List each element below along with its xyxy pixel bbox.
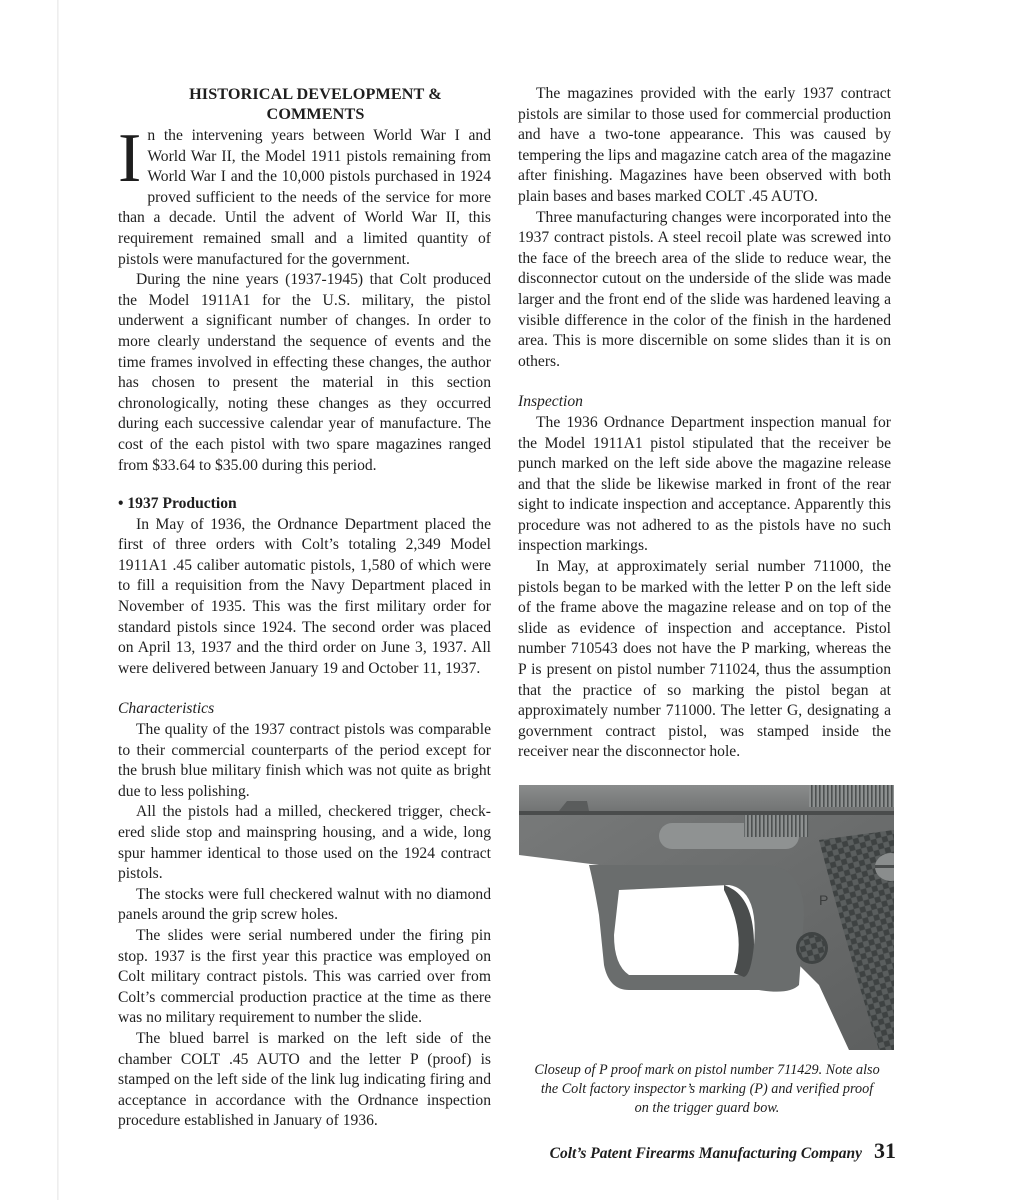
subheading-1937-production: • 1937 Production	[118, 495, 237, 513]
paragraph-may: In May, at approximately serial number 711000, the pistols began to be marked with the letter P on the left side of the frame above the magazine release and on top of the slide as evidence of inspection and acceptance. Pistol number 710543 does not have the P marking, whereas the P is present on pistol number 711024, thus the assumption that the practice of so marking the pistol began at approximately number 711000. The letter G, designating a government contract pistol, was stamped inside the receiver near the disconnector hole.	[518, 558, 891, 761]
svg-text:P: P	[819, 892, 829, 908]
intro-paragraph	[118, 120, 491, 270]
running-title: Colt’s Patent Firearms Manufacturing Company	[549, 1145, 862, 1162]
paragraph-trigger: All the pistols had a milled, checkered trigger, checkered slide stop and mainspring housing, and a wide, long spur hammer identical to those used on the 1924 contract pistols.	[118, 803, 491, 883]
right-column	[518, 84, 891, 763]
paragraph-nine-years: During the nine years (1937-1945) that Colt produced the Model 1911A1 for the U.S. military, the pistol underwent a significant number of changes. In order to more clearly understand the sequence of events and the time frames involved in effecting these changes, the author has chosen to present the material in this section chronologically, noting these changes as they occurred during each successive calendar year of manufacture. The cost of the each pistol with two spare magazines ranged from $33.64 to $35.00 during this period.	[118, 271, 491, 474]
page-gutter-edge	[57, 0, 59, 1200]
page-footer	[550, 1138, 896, 1164]
paragraph-manual: The 1936 Ordnance Department inspection manual for the Model 1911A1 pistol stipulated that the receiver be punch marked on the left side above the magazine release and that the slide be likewise marked in front of the rear sight to indicate inspection and acceptance. Apparently this procedure was not adhered to as the pistols have no such inspection markings.	[518, 413, 891, 555]
pistol-closeup-photo	[519, 785, 894, 1050]
paragraph-production: In May of 1936, the Ordnance Department placed the first of three orders with Colt’s totaling 2,349 Model 1911A1 .45 caliber automatic pistols, 1,580 of which were to fill a requisition from the Navy Department placed in November of 1935. This was the first military order for standard pistols since 1924. The second order was placed on April 13, 1937 and the third order on June 3, 1937. All were delivered between January 19 and October 11, 1937.	[118, 515, 491, 677]
paragraph-changes: Three manufacturing changes were incorporated into the 1937 contract pistols. A steel recoil plate was screwed into the face of the breech area of the slide to reduce wear, the disconnector cutout on the underside of the slide was made larger and the front end of the slide was hardened leaving a visible difference in the color of the finish in the hardened area. This is more discernible on some slides than it is on others.	[518, 208, 891, 370]
photo-caption	[518, 1061, 896, 1118]
left-column	[118, 84, 491, 1132]
intro-text: n the intervening years between World War I and World War II, the Model 1911 pistols remaining from World War I and the 10,000 pistols purchased in 1924 proved sufficient to the needs of the service for more than a decade. Until the advent of World War II, this requirement remained small and a limited quantity of pistols were manufactured for the government.	[118, 127, 491, 268]
subheading-inspection: Inspection	[518, 393, 583, 411]
caption-line-2: the Colt factory inspector’s marking (P) and verified proof	[540, 1081, 874, 1097]
paragraph-quality: The quality of the 1937 contract pistols was comparable to their commercial counterparts of the period except for the brush blue military finish which was not quite as bright due to less polishing.	[118, 721, 491, 800]
paragraph-magazines: The magazines provided with the early 1937 contract pistols are similar to those used for commercial production and have a two-tone appearance. This was caused by tempering the lips and magazine catch area of the magazine after finishing. Magazines have been observed with both plain bases and bases marked COLT .45 AUTO.	[518, 85, 891, 205]
page-number: 31	[874, 1138, 896, 1163]
drop-cap: I	[118, 120, 142, 197]
paragraph-stocks: The stocks were full checkered walnut with no diamond panels around the grip screw holes.	[118, 885, 491, 924]
paragraph-barrel: The blued barrel is marked on the left side of the chamber COLT .45 AUTO and the letter P (proof) is stamped on the left side of the link lug indicating firing and acceptance in accordance with the Ordnance inspection procedure established in January of 1936.	[118, 1029, 491, 1130]
paragraph-slides: The slides were serial numbered under the firing pin stop. 1937 is the first year this practice was employed on Colt military contract pistols. This was carried over from Colt’s commercial production practice at the time as there was no military requirement to number the slide.	[118, 926, 491, 1027]
section-heading: HISTORICAL DEVELOPMENT & COMMENTS	[189, 85, 442, 123]
caption-line-3: on the trigger guard bow.	[634, 1100, 780, 1116]
subheading-characteristics: Characteristics	[118, 700, 215, 718]
caption-line-1: Closeup of P proof mark on pistol number 711429. Note also	[534, 1062, 880, 1078]
